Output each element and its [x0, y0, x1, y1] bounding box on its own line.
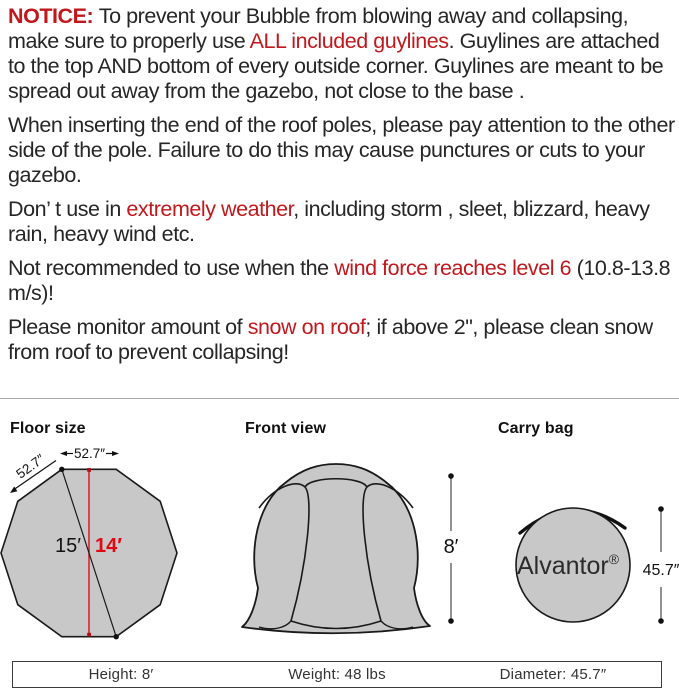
spec-bar	[12, 661, 662, 688]
height-dim-top-dot	[448, 473, 454, 479]
notice-paragraph	[8, 315, 675, 365]
notice-paragraph	[8, 197, 675, 247]
diagonal-top-dot	[59, 467, 64, 472]
diagonal-bottom-dot	[114, 634, 119, 639]
section-divider	[0, 398, 679, 399]
registered-trademark-symbol: ®	[608, 551, 620, 567]
top-edge-dimension-label: 52.7″	[73, 446, 106, 461]
notice-paragraph	[8, 113, 675, 188]
notice-text: ; if above 2", please clean snow from roof to prevent collapsing!	[8, 315, 653, 364]
diagonal-length-label: 15′	[55, 535, 81, 557]
front-view-diagram	[235, 400, 470, 655]
notice-text-highlight: snow on roof	[247, 315, 366, 339]
notice-paragraphs	[0, 2, 679, 398]
notice-text-highlight: ALL included guylines	[249, 29, 449, 53]
side-edge-dimension-label: 52.7″	[13, 451, 48, 482]
notice-text-highlight: extremely weather	[126, 197, 294, 221]
top-dim-left-arrowhead	[60, 451, 67, 456]
notice-text: Please monitor amount of	[8, 315, 248, 339]
notice-text: When inserting the end of the roof poles, please pay attention to the other side of the pole. Failure to do this may cause punctures or cuts to your gazebo.	[8, 113, 675, 187]
top-dim-right-arrowhead	[112, 451, 119, 456]
floor-size-title: Floor size	[10, 420, 86, 437]
notice-text: (10.8-13.8 m/s)!	[8, 256, 671, 305]
notice-text: Not recommended to use when the	[8, 256, 335, 280]
front-view-title: Front view	[245, 420, 327, 437]
height-dim-bottom-dot	[448, 618, 454, 624]
floor-size-diagram	[0, 400, 235, 655]
brand-name-text: Alvantor	[516, 552, 609, 580]
notice-paragraph	[8, 4, 675, 104]
height-dimension-label: 8′	[443, 536, 459, 558]
notice-text: To prevent your Bubble from blowing away and collapsing, make sure to properly use	[8, 4, 629, 53]
carry-bag-diagram	[470, 400, 679, 655]
bag-dimension-label: 45.7″	[642, 562, 679, 579]
notice-text: . Guylines are attached to the top AND bottom of every outside corner. Guylines are meant to be spread out away from the gazebo, not close to the base .	[8, 29, 664, 103]
width-line-top-dot	[87, 468, 91, 472]
width-length-label: 14′	[95, 535, 123, 557]
bag-dim-top-dot	[658, 506, 664, 512]
notice-text: Don’ t use in	[8, 197, 127, 221]
tent-silhouette	[242, 464, 430, 633]
notice-text-highlight: NOTICE:	[8, 4, 99, 28]
notice-paragraph	[8, 256, 675, 306]
bag-dim-bottom-dot	[658, 618, 664, 624]
spec-diameter: Diameter: 45.7″	[499, 666, 607, 683]
notice-text-highlight: wind force reaches level 6	[334, 256, 572, 280]
width-line-bottom-dot	[87, 633, 91, 637]
spec-weight: Weight: 48 lbs	[288, 666, 386, 683]
carry-bag-title: Carry bag	[498, 420, 574, 437]
notice-text: , including storm , sleet, blizzard, heavy rain, heavy wind etc.	[8, 197, 650, 246]
spec-height: Height: 8′	[88, 666, 154, 683]
brand-label	[517, 551, 620, 580]
